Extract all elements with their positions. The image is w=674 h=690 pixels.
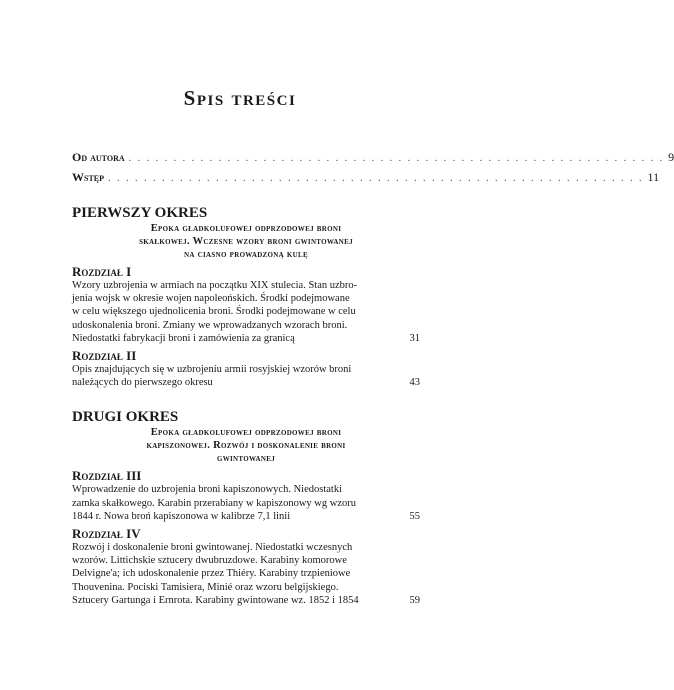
chapter-entry[interactable]	[72, 363, 420, 389]
description-line: Wprowadzenie do uzbrojenia broni kapiszonowych. Niedostatki	[72, 484, 343, 496]
description-line: jenia wojsk w okresie wojen napoleońskich. Środki podejmowane	[72, 293, 350, 305]
chapter-page: 43	[409, 377, 420, 389]
description-line: Opis znajdujących się w uzbrojeniu armii rosyjskiej wzorów broni	[72, 364, 352, 376]
chapter-description	[72, 483, 402, 523]
chapter-description	[72, 541, 402, 607]
part-section-2	[72, 409, 420, 607]
part-subtitle-line: Epoka gładkolufowej odprzodowej broni	[150, 427, 342, 439]
description-line: w celu większego ujednolicenia broni. Środki podejmowane w celu	[72, 306, 356, 318]
toc-entry-wstep[interactable]	[72, 170, 660, 185]
part-heading: DRUGI OKRES	[72, 409, 179, 426]
leader-dots: . . . . . . . . . . . . . . . . . . . . . . . . . . . . . . . . . . . . . . . . . . . . . . . . . . . . . . . . . . . .	[128, 153, 665, 164]
toc-entry-label: Wstęp	[72, 170, 105, 184]
description-line: należących do pierwszego okresu	[72, 377, 213, 389]
toc-entry-page: 11	[647, 170, 660, 184]
part-subtitle	[72, 426, 420, 465]
description-line: wzorów. Littichskie sztucery dwubruzdowe. Karabiny komorowe	[72, 555, 347, 567]
chapter-page: 31	[409, 332, 420, 344]
part-subtitle-line: kapiszonowej. Rozwój i doskonalenie broni	[146, 440, 346, 452]
part-section-1	[72, 205, 420, 389]
chapter-entry[interactable]	[72, 483, 420, 523]
chapter-title[interactable]: Rozdział I	[72, 264, 132, 279]
part-subtitle	[72, 222, 420, 261]
description-line: zamka skałkowego. Karabin przerabiany w kapiszonowy wg wzoru	[72, 497, 356, 509]
description-line: 1844 r. Nowa broń kapiszonowa w kalibrze 7,1 linii	[72, 510, 291, 522]
description-line: Sztucery Gartunga i Ernrota. Karabiny gwintowane wz. 1852 i 1854	[72, 594, 359, 606]
chapter-title[interactable]: Rozdział III	[72, 468, 142, 484]
part-subtitle-line: Epoka gładkolufowej odprzodowej broni	[150, 223, 342, 234]
leader-dots: . . . . . . . . . . . . . . . . . . . . . . . . . . . . . . . . . . . . . . . . . . . . . . . . . . . . . . . . . . . .	[108, 173, 644, 184]
part-heading: PIERWSZY OKRES	[72, 205, 208, 221]
table-of-contents	[72, 150, 674, 607]
description-line: Delvigne'a; ich udoskonalenie przez Thiéry. Karabiny trzpieniowe	[72, 568, 351, 580]
toc-entry-page: 9	[668, 150, 674, 164]
toc-entry-od-autora[interactable]	[72, 150, 674, 165]
chapter-entry[interactable]	[72, 279, 420, 345]
chapter-title[interactable]: Rozdział IV	[72, 526, 141, 542]
chapter-page: 55	[409, 510, 420, 522]
toc-entry-label: Od autora	[72, 150, 125, 164]
description-line: udoskonalenia broni. Zmiany we wprowadzanych wzorach broni.	[72, 319, 348, 331]
part-subtitle-line: gwintowanej	[216, 453, 275, 465]
chapter-title[interactable]: Rozdział II	[72, 348, 137, 364]
page-title: Spis treści	[183, 86, 297, 110]
description-line: Rozwój i doskonalenie broni gwintowanej. Niedostatki wczesnych	[72, 542, 353, 554]
chapter-description	[72, 279, 402, 345]
chapter-page: 59	[409, 594, 420, 606]
description-line: Wzory uzbrojenia w armiach na początku XIX stulecia. Stan uzbro-	[72, 280, 358, 291]
description-line: Thouvenina. Pociski Tamisiera, Minié oraz wzoru belgijskiego.	[72, 581, 339, 593]
part-subtitle-line: na ciasno prowadzoną kulę	[184, 249, 308, 260]
description-line: Niedostatki fabrykacji broni i zamówienia za granicą	[72, 332, 295, 344]
part-subtitle-line: skałkowej. Wczesne wzory broni gwintowanej	[139, 236, 353, 247]
chapter-description	[72, 363, 402, 389]
chapter-entry[interactable]	[72, 541, 420, 607]
